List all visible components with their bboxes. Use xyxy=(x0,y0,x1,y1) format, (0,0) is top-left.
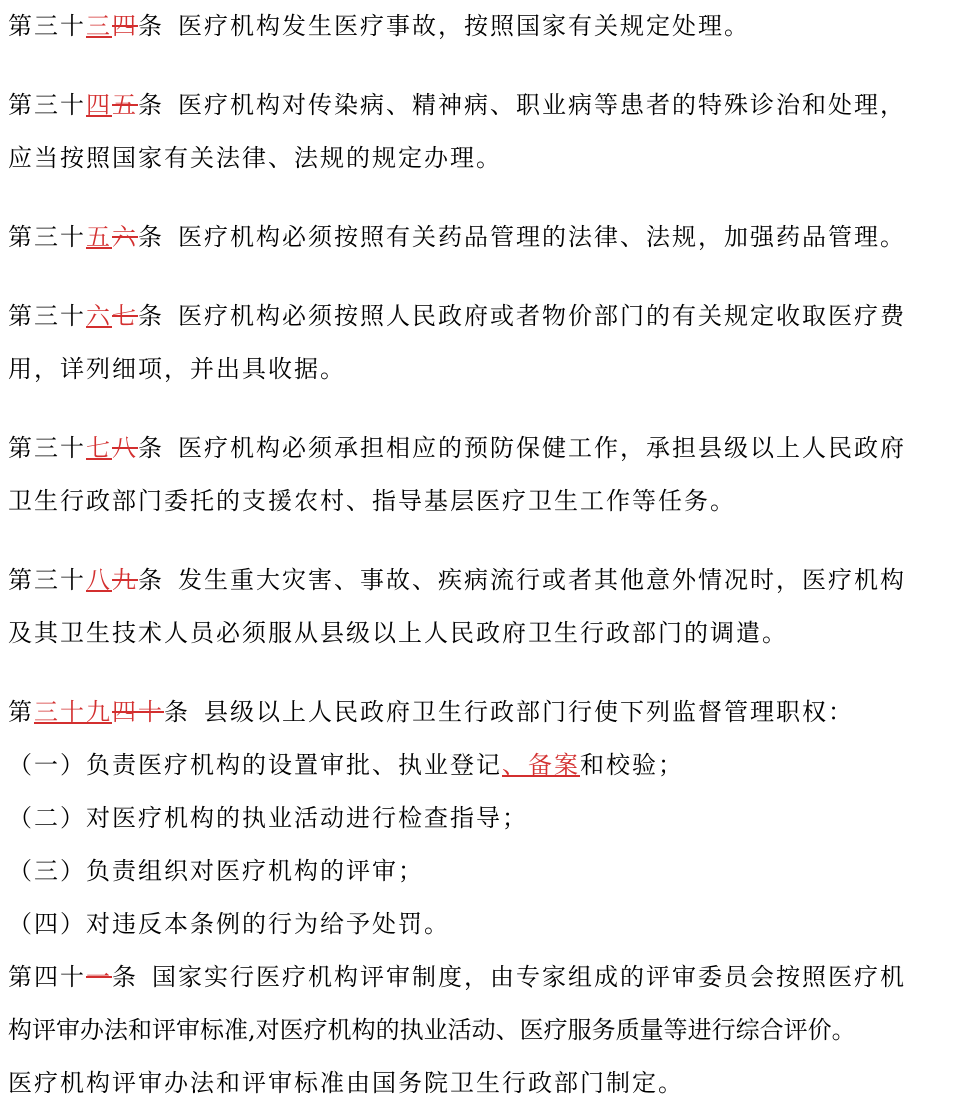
deleted-text: 八 xyxy=(112,434,138,462)
article-number-prefix: 第三十 xyxy=(8,302,86,330)
article-number-prefix: 第四十 xyxy=(8,963,86,991)
inserted-text: 六 xyxy=(86,302,112,330)
deleted-text: 七 xyxy=(112,302,138,330)
deleted-text: 九 xyxy=(112,566,138,594)
article-line xyxy=(8,79,968,132)
inserted-text: 七 xyxy=(86,434,112,462)
deleted-text: 五 xyxy=(112,91,138,119)
article-line xyxy=(8,686,968,739)
article-39 xyxy=(8,686,968,951)
article-number-prefix: 第三十 xyxy=(8,566,86,594)
article-text: 医疗机构评审办法和评审标准由国务院卫生行政部门制定。 xyxy=(8,1069,684,1097)
article-number-suffix: 条 xyxy=(138,434,164,462)
article-38 xyxy=(8,554,968,660)
article-text: 卫生行政部门委托的支援农村、指导基层医疗卫生工作等任务。 xyxy=(8,487,736,515)
article-36 xyxy=(8,290,968,396)
article-37 xyxy=(8,422,968,528)
article-line xyxy=(8,211,968,264)
article-line xyxy=(8,0,968,53)
article-number-suffix: 条 xyxy=(164,698,190,726)
article-number-suffix: 条 xyxy=(138,302,164,330)
article-number-prefix: 第三十 xyxy=(8,91,86,119)
inserted-text: 、备案 xyxy=(502,751,580,779)
list-item: （四）对违反本条例的行为给予处罚。 xyxy=(8,910,450,938)
article-text: 医疗机构必须承担相应的预防保健工作，承担县级以上人民政府 xyxy=(178,434,906,462)
article-33 xyxy=(8,0,968,53)
article-number-suffix: 条 xyxy=(138,91,164,119)
deleted-text: 六 xyxy=(112,223,138,251)
article-text: 医疗机构必须按照有关药品管理的法律、法规，加强药品管理。 xyxy=(178,223,906,251)
article-line xyxy=(8,422,968,475)
inserted-text: 三十九 xyxy=(34,698,112,726)
article-text: 应当按照国家有关法律、法规的规定办理。 xyxy=(8,144,502,172)
article-number-prefix: 第 xyxy=(8,698,34,726)
article-text: 医疗机构发生医疗事故，按照国家有关规定处理。 xyxy=(178,12,750,40)
article-text: 医疗机构必须按照人民政府或者物价部门的有关规定收取医疗费 xyxy=(178,302,906,330)
article-number-suffix: 条 xyxy=(138,566,164,594)
list-item: （三）负责组织对医疗机构的评审； xyxy=(8,857,424,885)
inserted-text: 三 xyxy=(86,12,112,40)
article-line xyxy=(8,554,968,607)
article-number-prefix: 第三十 xyxy=(8,12,86,40)
inserted-text: 五 xyxy=(86,223,112,251)
article-text: 构评审办法和评审标准,对医疗机构的执业活动、医疗服务质量等进行综合评价。 xyxy=(8,1016,856,1044)
article-number-prefix: 第三十 xyxy=(8,434,86,462)
article-number-suffix: 条 xyxy=(138,223,164,251)
article-text: 用，详列细项，并出具收据。 xyxy=(8,355,346,383)
article-text: 及其卫生技术人员必须服从县级以上人民政府卫生行政部门的调遣。 xyxy=(8,619,788,647)
deleted-text: 四 xyxy=(112,12,138,40)
article-text: 国家实行医疗机构评审制度，由专家组成的评审委员会按照医疗机 xyxy=(152,963,906,991)
article-number-prefix: 第三十 xyxy=(8,223,86,251)
inserted-text: 四 xyxy=(86,91,112,119)
document-body xyxy=(8,0,968,1110)
inserted-text: 八 xyxy=(86,566,112,594)
list-item-text: （一）负责医疗机构的设置审批、执业登记 xyxy=(8,751,502,779)
article-34 xyxy=(8,79,968,185)
article-number-suffix: 条 xyxy=(112,963,138,991)
list-item: （二）对医疗机构的执业活动进行检查指导； xyxy=(8,804,528,832)
deleted-text: 一 xyxy=(86,963,112,991)
article-40 xyxy=(8,951,968,1110)
article-35 xyxy=(8,211,968,264)
list-item-text: 和校验； xyxy=(580,751,684,779)
article-line xyxy=(8,951,968,1004)
article-number-suffix: 条 xyxy=(138,12,164,40)
article-text: 县级以上人民政府卫生行政部门行使下列监督管理职权： xyxy=(204,698,854,726)
article-line xyxy=(8,290,968,343)
list-item xyxy=(8,739,968,792)
deleted-text: 四十 xyxy=(112,698,164,726)
article-text: 医疗机构对传染病、精神病、职业病等患者的特殊诊治和处理， xyxy=(178,91,906,119)
article-text: 发生重大灾害、事故、疾病流行或者其他意外情况时，医疗机构 xyxy=(178,566,906,594)
